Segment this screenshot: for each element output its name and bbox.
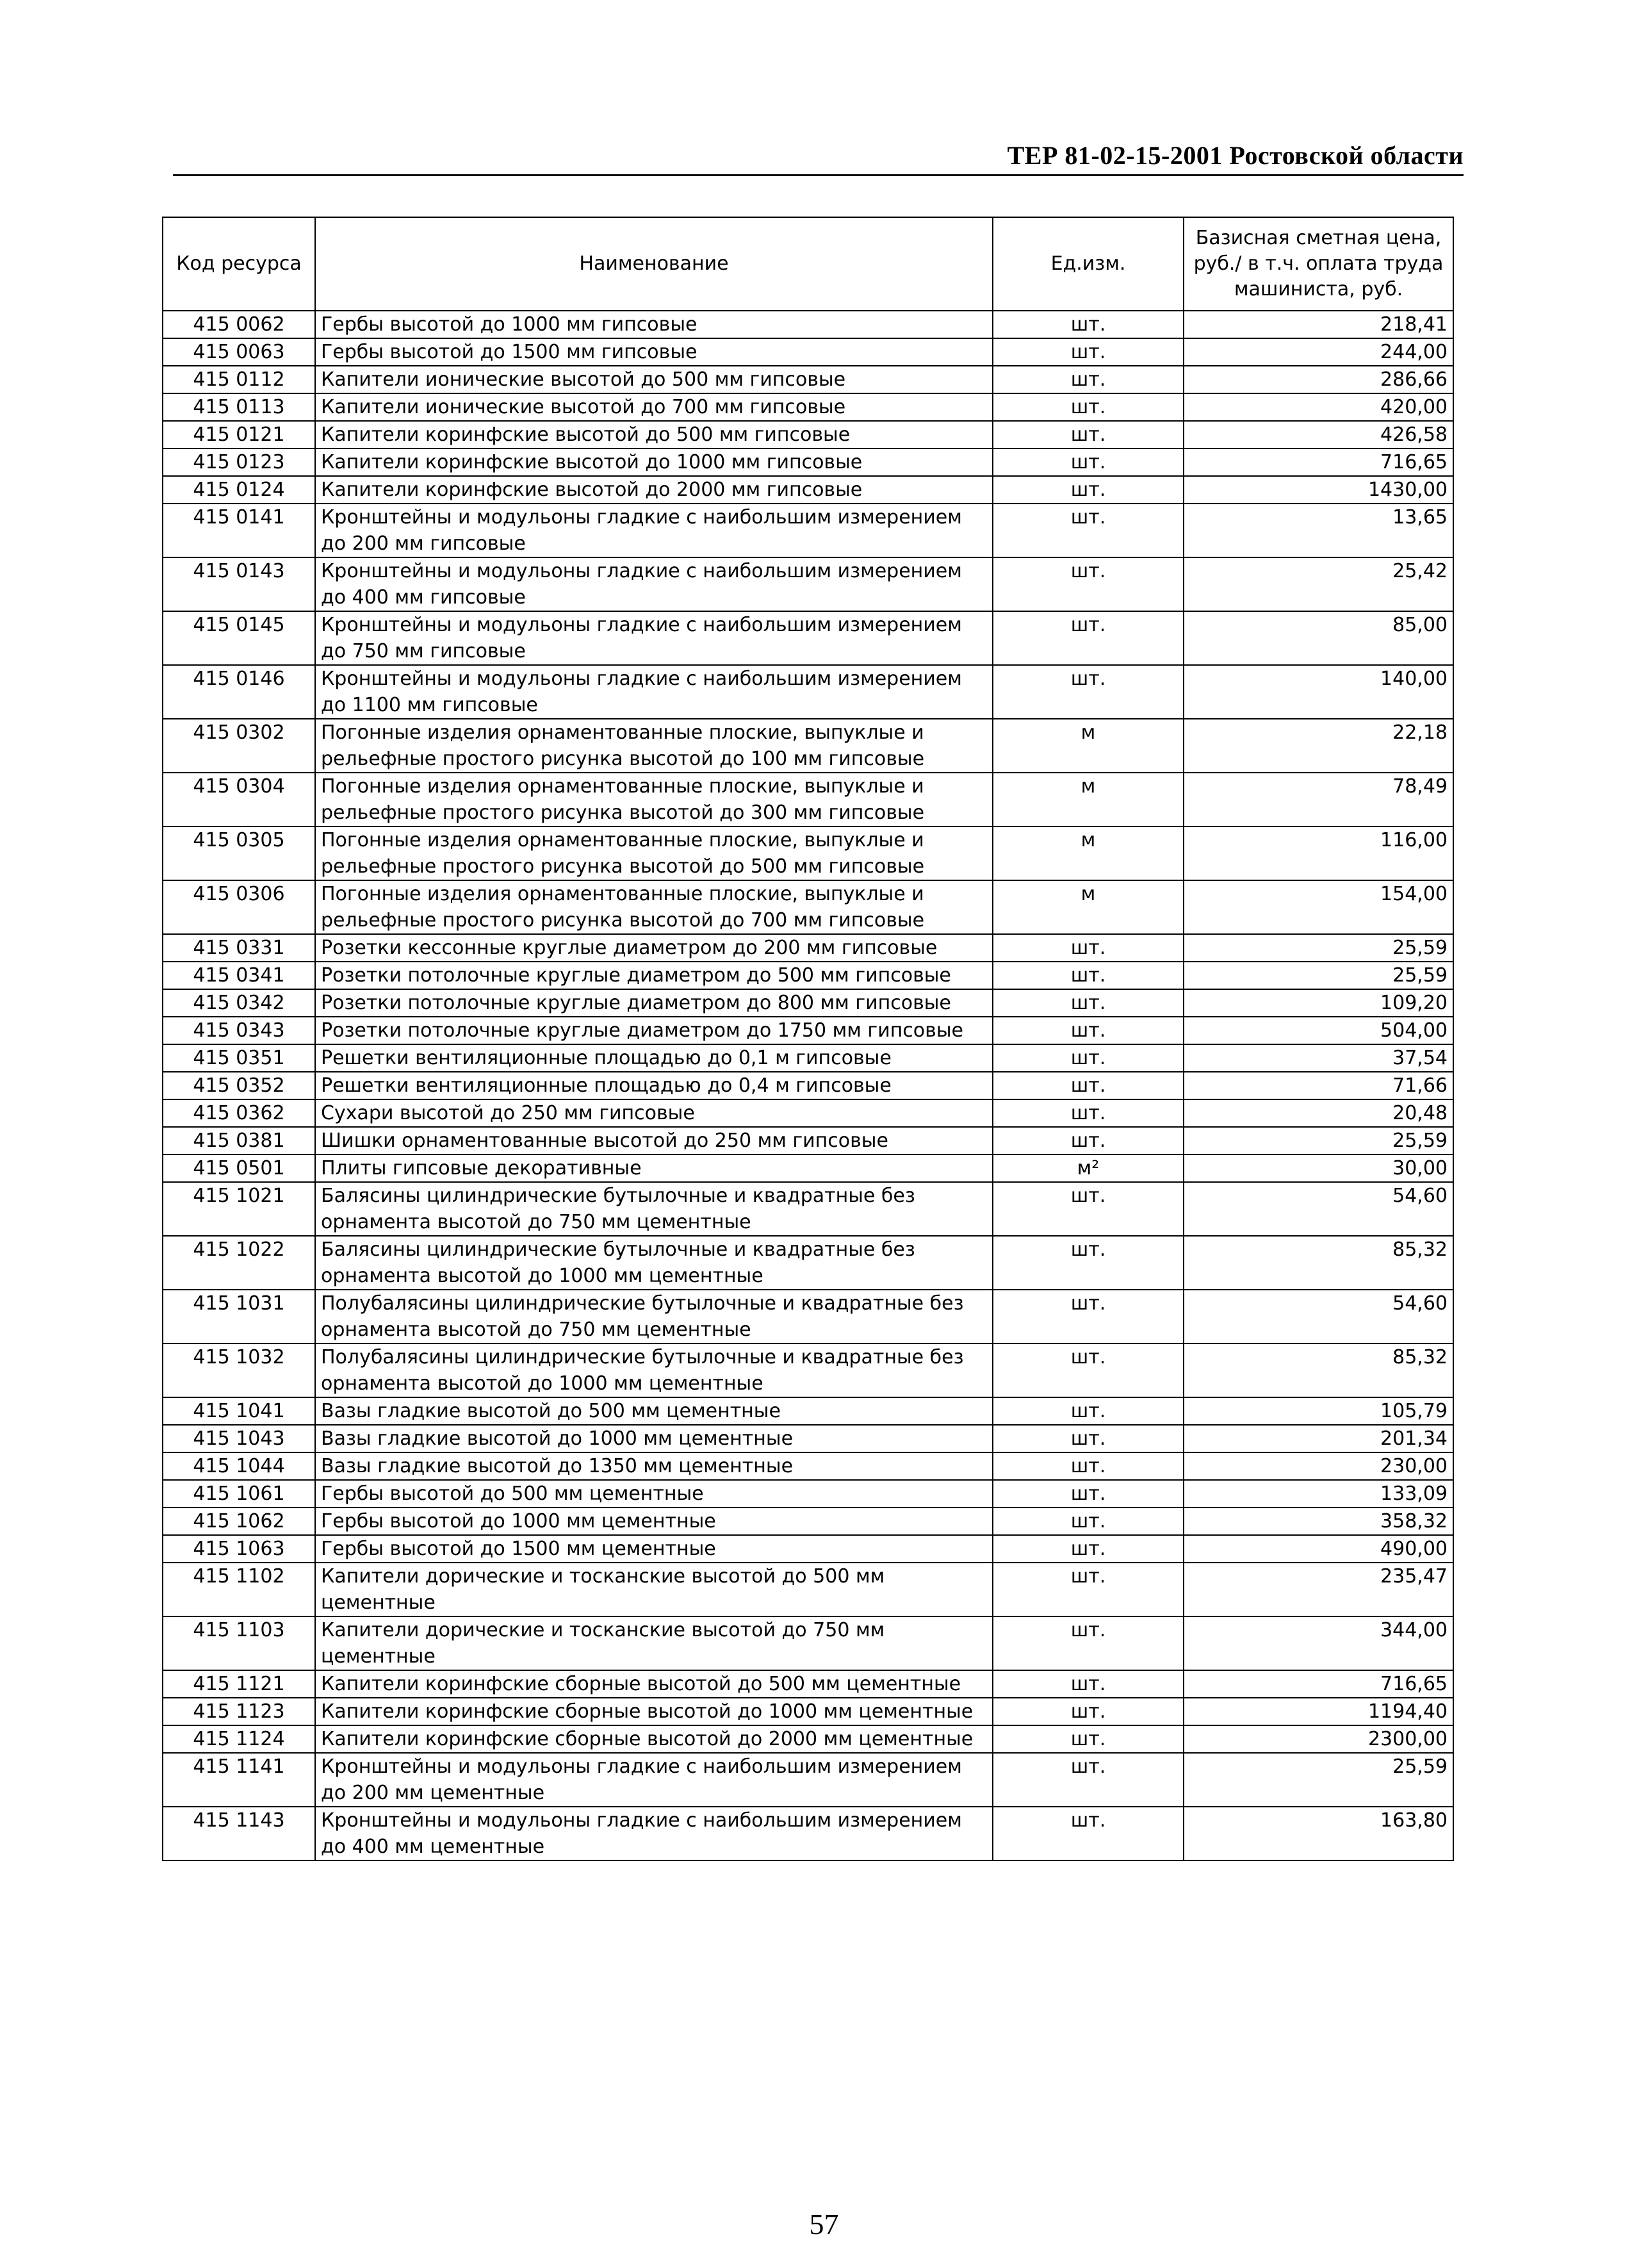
cell-code: 415 0381 <box>163 1127 315 1155</box>
table-row <box>163 366 1453 393</box>
cell-unit: шт. <box>993 448 1184 476</box>
column-header-price: Базисная сметная цена, руб./ в т.ч. оплата труда машиниста, руб. <box>1184 217 1453 311</box>
cell-price: 85,32 <box>1184 1344 1453 1397</box>
cell-code: 415 1103 <box>163 1616 315 1670</box>
cell-unit: м <box>993 880 1184 934</box>
cell-code: 415 0304 <box>163 773 315 826</box>
cell-code: 415 0341 <box>163 962 315 989</box>
cell-name: Капители дорические и тосканские высотой до 750 мм цементные <box>315 1616 993 1670</box>
table-row <box>163 1072 1453 1099</box>
cell-name: Балясины цилиндрические бутылочные и квадратные без орнамента высотой до 750 мм цементные <box>315 1182 993 1236</box>
table-row <box>163 1535 1453 1563</box>
cell-price: 140,00 <box>1184 665 1453 719</box>
cell-name: Гербы высотой до 500 мм цементные <box>315 1480 993 1508</box>
cell-name: Погонные изделия орнаментованные плоские, выпуклые и рельефные простого рисунка высотой до 300 мм гипсовые <box>315 773 993 826</box>
cell-price: 490,00 <box>1184 1535 1453 1563</box>
cell-unit: шт. <box>993 1044 1184 1072</box>
cell-name: Кронштейны и модульоны гладкие с наибольшим измерением до 750 мм гипсовые <box>315 611 993 665</box>
cell-unit: шт. <box>993 1535 1184 1563</box>
cell-code: 415 0302 <box>163 719 315 773</box>
column-header-code: Код ресурса <box>163 217 315 311</box>
cell-unit: м <box>993 826 1184 880</box>
cell-price: 109,20 <box>1184 989 1453 1017</box>
cell-name: Полубалясины цилиндрические бутылочные и квадратные без орнамента высотой до 750 мм цементные <box>315 1290 993 1344</box>
cell-name: Гербы высотой до 1000 мм цементные <box>315 1508 993 1535</box>
table-row <box>163 476 1453 504</box>
table-row <box>163 1182 1453 1236</box>
cell-price: 426,58 <box>1184 421 1453 448</box>
column-header-unit: Ед.изм. <box>993 217 1184 311</box>
cell-name: Плиты гипсовые декоративные <box>315 1155 993 1182</box>
cell-unit: м² <box>993 1155 1184 1182</box>
table-row <box>163 338 1453 366</box>
table-row <box>163 1099 1453 1127</box>
cell-name: Капители коринфские сборные высотой до 1000 мм цементные <box>315 1698 993 1725</box>
cell-unit: шт. <box>993 311 1184 338</box>
cell-price: 20,48 <box>1184 1099 1453 1127</box>
cell-unit: м <box>993 719 1184 773</box>
cell-name: Розетки потолочные круглые диаметром до 800 мм гипсовые <box>315 989 993 1017</box>
cell-code: 415 1123 <box>163 1698 315 1725</box>
cell-unit: шт. <box>993 1753 1184 1807</box>
cell-name: Шишки орнаментованные высотой до 250 мм гипсовые <box>315 1127 993 1155</box>
table-row <box>163 773 1453 826</box>
cell-price: 1430,00 <box>1184 476 1453 504</box>
cell-name: Розетки кессонные круглые диаметром до 200 мм гипсовые <box>315 934 993 962</box>
cell-code: 415 1031 <box>163 1290 315 1344</box>
table-row <box>163 611 1453 665</box>
table-row <box>163 557 1453 611</box>
table-row <box>163 1344 1453 1397</box>
cell-name: Кронштейны и модульоны гладкие с наибольшим измерением до 400 мм цементные <box>315 1807 993 1861</box>
cell-name: Вазы гладкие высотой до 1000 мм цементные <box>315 1425 993 1452</box>
cell-price: 30,00 <box>1184 1155 1453 1182</box>
cell-unit: шт. <box>993 1182 1184 1236</box>
table-row <box>163 1616 1453 1670</box>
cell-price: 25,59 <box>1184 962 1453 989</box>
cell-unit: шт. <box>993 476 1184 504</box>
table-body <box>163 311 1453 1861</box>
table-row <box>163 448 1453 476</box>
cell-price: 54,60 <box>1184 1182 1453 1236</box>
cell-unit: шт. <box>993 1397 1184 1425</box>
table-row <box>163 504 1453 557</box>
cell-price: 344,00 <box>1184 1616 1453 1670</box>
cell-name: Погонные изделия орнаментованные плоские, выпуклые и рельефные простого рисунка высотой до 100 мм гипсовые <box>315 719 993 773</box>
cell-code: 415 1062 <box>163 1508 315 1535</box>
cell-code: 415 0351 <box>163 1044 315 1072</box>
cell-unit: м <box>993 773 1184 826</box>
cell-unit: шт. <box>993 1807 1184 1861</box>
cell-price: 25,42 <box>1184 557 1453 611</box>
table-row <box>163 1290 1453 1344</box>
table-row <box>163 989 1453 1017</box>
cell-unit: шт. <box>993 1290 1184 1344</box>
cell-code: 415 0113 <box>163 393 315 421</box>
cell-code: 415 0305 <box>163 826 315 880</box>
cell-code: 415 1102 <box>163 1563 315 1616</box>
cell-price: 85,00 <box>1184 611 1453 665</box>
cell-code: 415 0123 <box>163 448 315 476</box>
cell-unit: шт. <box>993 665 1184 719</box>
cell-code: 415 1041 <box>163 1397 315 1425</box>
cell-price: 230,00 <box>1184 1452 1453 1480</box>
cell-name: Капители дорические и тосканские высотой до 500 мм цементные <box>315 1563 993 1616</box>
cell-name: Решетки вентиляционные площадью до 0,1 м гипсовые <box>315 1044 993 1072</box>
cell-price: 116,00 <box>1184 826 1453 880</box>
table-row <box>163 1753 1453 1807</box>
cell-price: 716,65 <box>1184 1670 1453 1698</box>
cell-code: 415 0501 <box>163 1155 315 1182</box>
cell-name: Гербы высотой до 1500 мм цементные <box>315 1535 993 1563</box>
cell-price: 22,18 <box>1184 719 1453 773</box>
cell-unit: шт. <box>993 504 1184 557</box>
table-row <box>163 1452 1453 1480</box>
cell-code: 415 1063 <box>163 1535 315 1563</box>
cell-price: 37,54 <box>1184 1044 1453 1072</box>
price-table <box>162 217 1454 1861</box>
cell-name: Кронштейны и модульоны гладкие с наибольшим измерением до 200 мм гипсовые <box>315 504 993 557</box>
cell-unit: шт. <box>993 1698 1184 1725</box>
cell-code: 415 0146 <box>163 665 315 719</box>
cell-price: 420,00 <box>1184 393 1453 421</box>
cell-code: 415 0343 <box>163 1017 315 1044</box>
cell-code: 415 0112 <box>163 366 315 393</box>
cell-unit: шт. <box>993 934 1184 962</box>
cell-price: 78,49 <box>1184 773 1453 826</box>
cell-name: Полубалясины цилиндрические бутылочные и квадратные без орнамента высотой до 1000 мм цементные <box>315 1344 993 1397</box>
cell-code: 415 1141 <box>163 1753 315 1807</box>
cell-unit: шт. <box>993 1508 1184 1535</box>
cell-price: 133,09 <box>1184 1480 1453 1508</box>
cell-name: Розетки потолочные круглые диаметром до 500 мм гипсовые <box>315 962 993 989</box>
page-header <box>173 142 1464 176</box>
cell-price: 163,80 <box>1184 1807 1453 1861</box>
table-row <box>163 1236 1453 1290</box>
table-row <box>163 1425 1453 1452</box>
table-row <box>163 421 1453 448</box>
table-row <box>163 1017 1453 1044</box>
cell-code: 415 1121 <box>163 1670 315 1698</box>
cell-code: 415 1143 <box>163 1807 315 1861</box>
document-title: ТЕР 81-02-15-2001 Ростовской области <box>1007 141 1464 170</box>
table-row <box>163 1725 1453 1753</box>
cell-price: 154,00 <box>1184 880 1453 934</box>
cell-code: 415 1043 <box>163 1425 315 1452</box>
page-number: 57 <box>809 2208 839 2240</box>
cell-price: 235,47 <box>1184 1563 1453 1616</box>
cell-price: 244,00 <box>1184 338 1453 366</box>
cell-unit: шт. <box>993 1236 1184 1290</box>
cell-price: 54,60 <box>1184 1290 1453 1344</box>
cell-code: 415 0141 <box>163 504 315 557</box>
cell-name: Капители коринфские сборные высотой до 500 мм цементные <box>315 1670 993 1698</box>
cell-code: 415 1124 <box>163 1725 315 1753</box>
cell-code: 415 0062 <box>163 311 315 338</box>
cell-name: Капители ионические высотой до 500 мм гипсовые <box>315 366 993 393</box>
cell-price: 201,34 <box>1184 1425 1453 1452</box>
column-header-name: Наименование <box>315 217 993 311</box>
cell-unit: шт. <box>993 1616 1184 1670</box>
cell-code: 415 0145 <box>163 611 315 665</box>
table-row <box>163 1044 1453 1072</box>
table-row <box>163 880 1453 934</box>
cell-code: 415 0362 <box>163 1099 315 1127</box>
cell-name: Капители коринфские высотой до 500 мм гипсовые <box>315 421 993 448</box>
cell-price: 25,59 <box>1184 934 1453 962</box>
cell-unit: шт. <box>993 1425 1184 1452</box>
cell-unit: шт. <box>993 962 1184 989</box>
cell-unit: шт. <box>993 1017 1184 1044</box>
cell-unit: шт. <box>993 1480 1184 1508</box>
cell-price: 105,79 <box>1184 1397 1453 1425</box>
cell-unit: шт. <box>993 393 1184 421</box>
table-row <box>163 1127 1453 1155</box>
table-row <box>163 393 1453 421</box>
table-row <box>163 1670 1453 1698</box>
table-row <box>163 934 1453 962</box>
cell-code: 415 0121 <box>163 421 315 448</box>
table-row <box>163 962 1453 989</box>
cell-code: 415 0331 <box>163 934 315 962</box>
cell-code: 415 0342 <box>163 989 315 1017</box>
table-row <box>163 1480 1453 1508</box>
cell-name: Капители коринфские сборные высотой до 2000 мм цементные <box>315 1725 993 1753</box>
table-row <box>163 1397 1453 1425</box>
cell-price: 25,59 <box>1184 1753 1453 1807</box>
cell-name: Кронштейны и модульоны гладкие с наибольшим измерением до 200 мм цементные <box>315 1753 993 1807</box>
table-row <box>163 719 1453 773</box>
table-row <box>163 826 1453 880</box>
table-row <box>163 1563 1453 1616</box>
cell-unit: шт. <box>993 1452 1184 1480</box>
table-header-row <box>163 217 1453 311</box>
cell-unit: шт. <box>993 1099 1184 1127</box>
cell-code: 415 1061 <box>163 1480 315 1508</box>
cell-price: 13,65 <box>1184 504 1453 557</box>
cell-name: Капители ионические высотой до 700 мм гипсовые <box>315 393 993 421</box>
cell-name: Вазы гладкие высотой до 500 мм цементные <box>315 1397 993 1425</box>
cell-price: 2300,00 <box>1184 1725 1453 1753</box>
cell-price: 25,59 <box>1184 1127 1453 1155</box>
cell-code: 415 0063 <box>163 338 315 366</box>
cell-price: 286,66 <box>1184 366 1453 393</box>
cell-name: Погонные изделия орнаментованные плоские, выпуклые и рельефные простого рисунка высотой до 700 мм гипсовые <box>315 880 993 934</box>
cell-name: Гербы высотой до 1500 мм гипсовые <box>315 338 993 366</box>
cell-price: 716,65 <box>1184 448 1453 476</box>
cell-code: 415 0352 <box>163 1072 315 1099</box>
cell-price: 358,32 <box>1184 1508 1453 1535</box>
cell-name: Погонные изделия орнаментованные плоские, выпуклые и рельефные простого рисунка высотой до 500 мм гипсовые <box>315 826 993 880</box>
cell-unit: шт. <box>993 989 1184 1017</box>
cell-name: Кронштейны и модульоны гладкие с наибольшим измерением до 400 мм гипсовые <box>315 557 993 611</box>
table-row <box>163 1698 1453 1725</box>
cell-unit: шт. <box>993 1127 1184 1155</box>
cell-code: 415 1022 <box>163 1236 315 1290</box>
cell-name: Решетки вентиляционные площадью до 0,4 м гипсовые <box>315 1072 993 1099</box>
cell-unit: шт. <box>993 1725 1184 1753</box>
cell-name: Розетки потолочные круглые диаметром до 1750 мм гипсовые <box>315 1017 993 1044</box>
cell-name: Балясины цилиндрические бутылочные и квадратные без орнамента высотой до 1000 мм цементные <box>315 1236 993 1290</box>
cell-name: Гербы высотой до 1000 мм гипсовые <box>315 311 993 338</box>
cell-name: Капители коринфские высотой до 1000 мм гипсовые <box>315 448 993 476</box>
cell-unit: шт. <box>993 611 1184 665</box>
cell-unit: шт. <box>993 1563 1184 1616</box>
cell-name: Капители коринфские высотой до 2000 мм гипсовые <box>315 476 993 504</box>
cell-code: 415 0306 <box>163 880 315 934</box>
cell-unit: шт. <box>993 1072 1184 1099</box>
cell-unit: шт. <box>993 1670 1184 1698</box>
cell-unit: шт. <box>993 421 1184 448</box>
cell-unit: шт. <box>993 366 1184 393</box>
cell-name: Кронштейны и модульоны гладкие с наибольшим измерением до 1100 мм гипсовые <box>315 665 993 719</box>
cell-code: 415 1044 <box>163 1452 315 1480</box>
cell-price: 218,41 <box>1184 311 1453 338</box>
cell-name: Вазы гладкие высотой до 1350 мм цементные <box>315 1452 993 1480</box>
table-row <box>163 1155 1453 1182</box>
table-row <box>163 1807 1453 1861</box>
cell-unit: шт. <box>993 557 1184 611</box>
cell-price: 71,66 <box>1184 1072 1453 1099</box>
cell-code: 415 0143 <box>163 557 315 611</box>
cell-price: 85,32 <box>1184 1236 1453 1290</box>
cell-code: 415 1032 <box>163 1344 315 1397</box>
table-row <box>163 665 1453 719</box>
cell-unit: шт. <box>993 1344 1184 1397</box>
cell-code: 415 1021 <box>163 1182 315 1236</box>
table-row <box>163 1508 1453 1535</box>
cell-price: 504,00 <box>1184 1017 1453 1044</box>
table-row <box>163 311 1453 338</box>
cell-code: 415 0124 <box>163 476 315 504</box>
cell-price: 1194,40 <box>1184 1698 1453 1725</box>
cell-unit: шт. <box>993 338 1184 366</box>
cell-name: Сухари высотой до 250 мм гипсовые <box>315 1099 993 1127</box>
